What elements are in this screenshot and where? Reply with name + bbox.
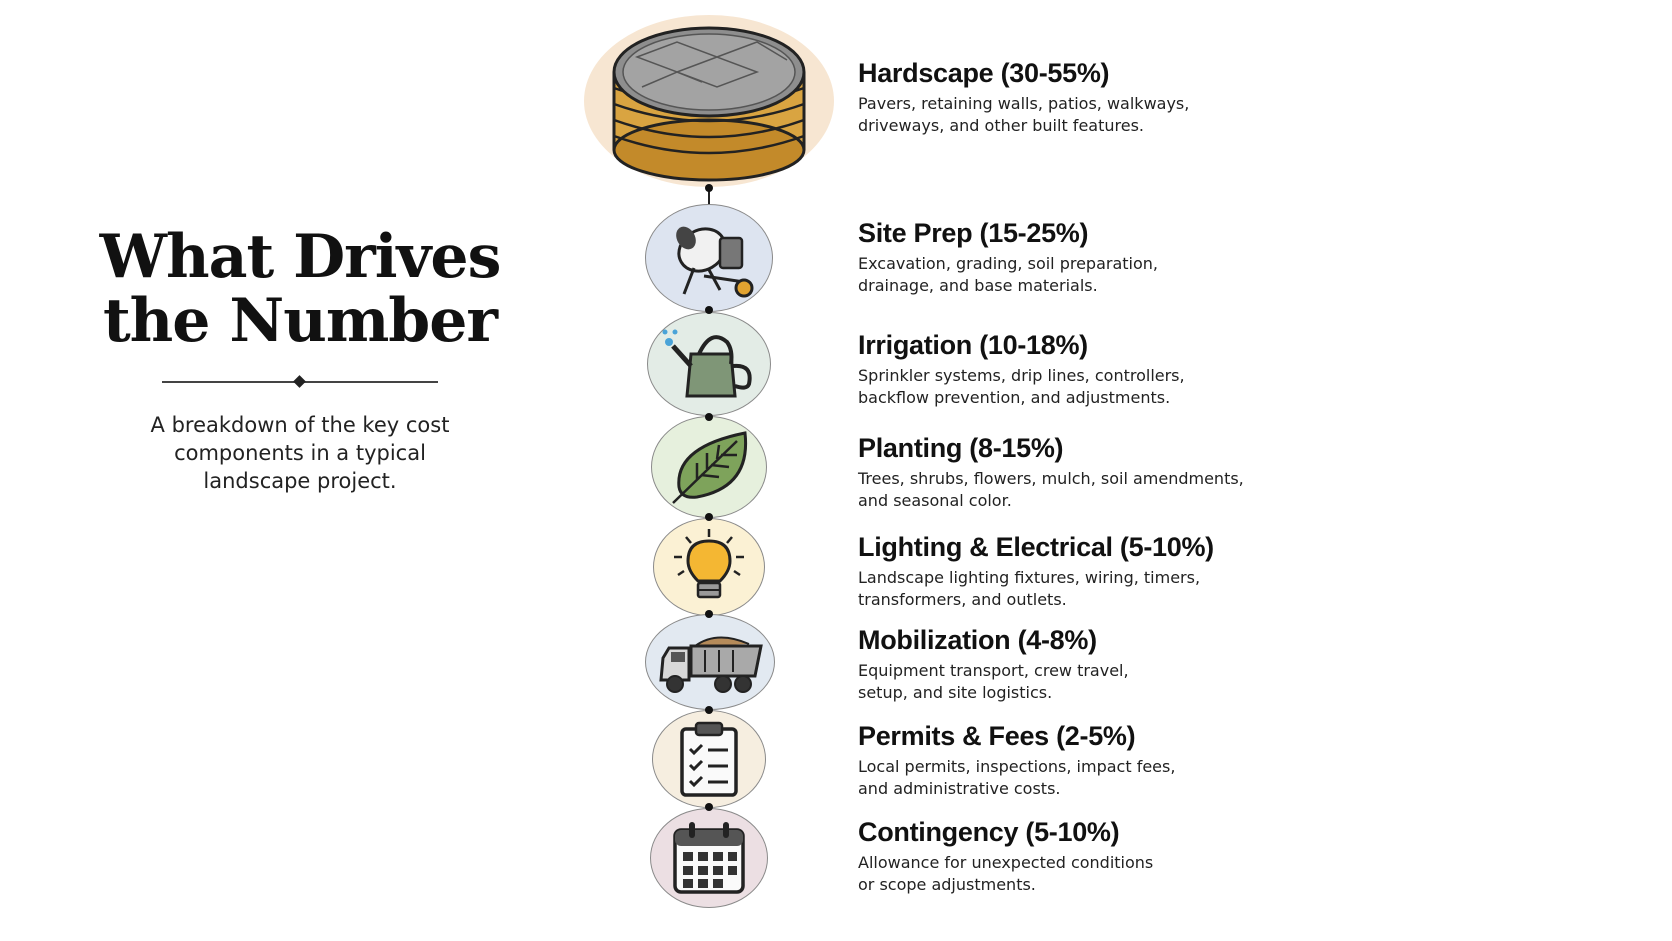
item-heading: Planting (8-15%) bbox=[858, 433, 1064, 463]
item-description-line-2: setup, and site logistics. bbox=[858, 683, 1053, 702]
item-heading: Lighting & Electrical (5-10%) bbox=[858, 532, 1214, 562]
item-description-line-2: drainage, and base materials. bbox=[858, 276, 1098, 295]
watering-can-icon bbox=[647, 312, 771, 416]
title-line-2: the Number bbox=[102, 286, 498, 356]
item-description-line-1: Sprinkler systems, drip lines, controllers, bbox=[858, 366, 1185, 385]
divider-diamond bbox=[293, 375, 306, 388]
item-description-line-1: Equipment transport, crew travel, bbox=[858, 661, 1129, 680]
paver-stack-icon bbox=[582, 12, 836, 190]
item-description-line-1: Excavation, grading, soil preparation, bbox=[858, 254, 1159, 273]
cost-item-hardscape bbox=[858, 58, 1258, 137]
subtitle: A breakdown of the key cost components in a typical landscape project. bbox=[150, 413, 450, 493]
connector-node bbox=[705, 513, 713, 521]
connector-node bbox=[705, 306, 713, 314]
item-description-line-1: Landscape lighting fixtures, wiring, timers, bbox=[858, 568, 1201, 587]
title-line-1: What Drives bbox=[99, 222, 501, 292]
item-description-line-1: Allowance for unexpected conditions bbox=[858, 853, 1154, 872]
cost-item-permits-fees bbox=[858, 721, 1258, 800]
cost-item-mobilization bbox=[858, 625, 1258, 704]
connector-node bbox=[705, 413, 713, 421]
cost-item-irrigation bbox=[858, 330, 1258, 409]
clipboard-checklist-icon bbox=[652, 710, 766, 808]
cost-item-contingency bbox=[858, 817, 1258, 896]
connector-node bbox=[705, 803, 713, 811]
item-description-line-1: Pavers, retaining walls, patios, walkways, bbox=[858, 94, 1190, 113]
cost-item-planting bbox=[858, 433, 1258, 512]
item-heading: Hardscape (30-55%) bbox=[858, 58, 1110, 88]
connector-node bbox=[705, 706, 713, 714]
cement-mixer-icon bbox=[645, 204, 773, 312]
calendar-icon bbox=[650, 808, 768, 908]
item-heading: Irrigation (10-18%) bbox=[858, 330, 1088, 360]
item-heading: Site Prep (15-25%) bbox=[858, 218, 1089, 248]
leaf-icon bbox=[651, 416, 767, 518]
title-divider bbox=[162, 375, 438, 389]
lightbulb-icon bbox=[653, 518, 765, 616]
connector-node bbox=[705, 610, 713, 618]
item-heading: Contingency (5-10%) bbox=[858, 817, 1120, 847]
page-title bbox=[60, 222, 540, 356]
item-description-line-1: Trees, shrubs, flowers, mulch, soil amendments, bbox=[858, 469, 1244, 488]
item-description-line-2: and administrative costs. bbox=[858, 779, 1061, 798]
item-description-line-2: backflow prevention, and adjustments. bbox=[858, 388, 1171, 407]
connector-node bbox=[705, 184, 713, 192]
cost-item-lighting-electrical bbox=[858, 532, 1258, 611]
item-description-line-2: transformers, and outlets. bbox=[858, 590, 1067, 609]
item-heading: Permits & Fees (2-5%) bbox=[858, 721, 1136, 751]
item-description-line-1: Local permits, inspections, impact fees, bbox=[858, 757, 1176, 776]
dump-truck-icon bbox=[645, 614, 775, 710]
cost-item-site-prep bbox=[858, 218, 1258, 297]
item-description-line-2: or scope adjustments. bbox=[858, 875, 1036, 894]
title-block bbox=[60, 222, 540, 495]
item-description-line-2: and seasonal color. bbox=[858, 491, 1012, 510]
item-heading: Mobilization (4-8%) bbox=[858, 625, 1097, 655]
item-description-line-2: driveways, and other built features. bbox=[858, 116, 1144, 135]
